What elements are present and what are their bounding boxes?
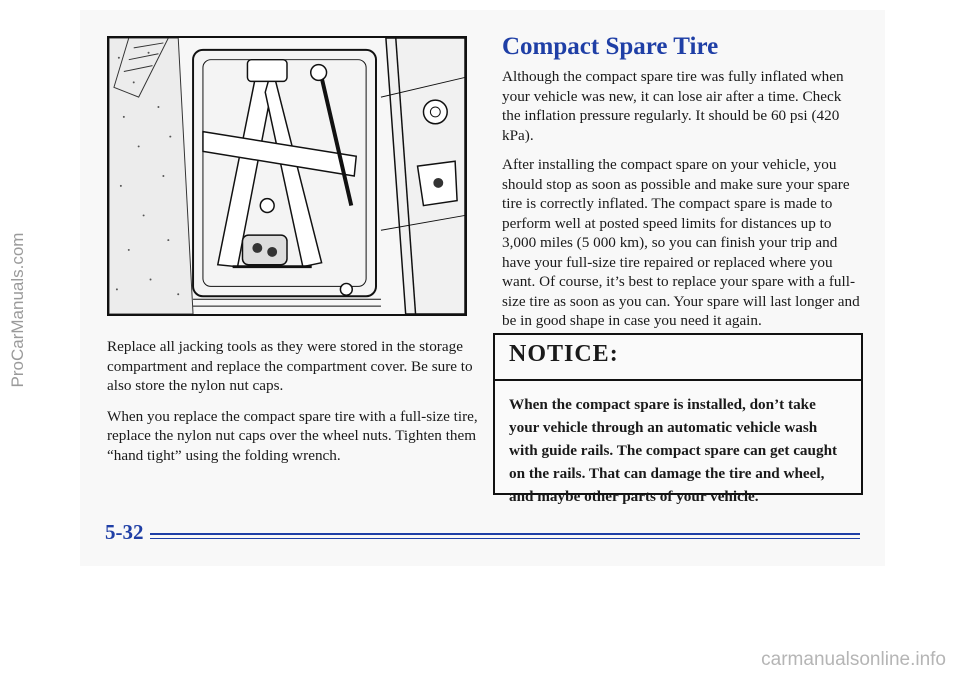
paragraph-jacking-tools: Replace all jacking tools as they were stored in the storage compartment and replace the compartment cover. Be sure to also store the nylon nut caps. [107,338,473,394]
jack-storage-illustration [107,36,467,316]
side-watermark-text: ProCarManuals.com [8,232,27,388]
paragraph-inflation: Although the compact spare tire was fully inflated when your vehicle was new, it can lose air after a time. Check the inflation pressure regularly. It should be 60 psi (420 kPa). [502,68,844,144]
notice-heading: NOTICE: [495,335,861,381]
paragraph-after-installing: After installing the compact spare on your vehicle, you should stop as soon as possible and make sure your spare tire is correctly inflated. The compact spare is made to perform well at posted speed limits for distances up to 3,000 miles (5 000 km), so you can finish your trip and have your full-size tire repaired or replaced where you want. Of course, it’s best to replace your spare with a full-size tire as soon as you can. Your spare will last longer and be in good shape in case you need it again. [502,156,860,329]
footer-rule [150,533,860,539]
section-title: Compact Spare Tire [502,33,719,60]
right-column-text [502,32,862,341]
paragraph-replace-full-size: When you replace the compact spare tire with a full-size tire, replace the nylon nut caps over the wheel nuts. Tighten them “hand tight” using the folding wrench. [107,407,478,464]
page-number: 5-32 [105,520,144,544]
side-watermark [6,160,30,460]
jack-storage-drawing [109,38,465,314]
notice-box [493,333,863,505]
left-column-text [107,337,482,476]
bottom-watermark: carmanualsonline.info [761,649,946,670]
notice-body: When the compact spare is installed, don’t take your vehicle through an automatic vehicle wash with guide rails. The compact spare can get caught on the rails. That can damage the tire and wheel, and maybe other parts of your vehicle. [509,396,838,505]
